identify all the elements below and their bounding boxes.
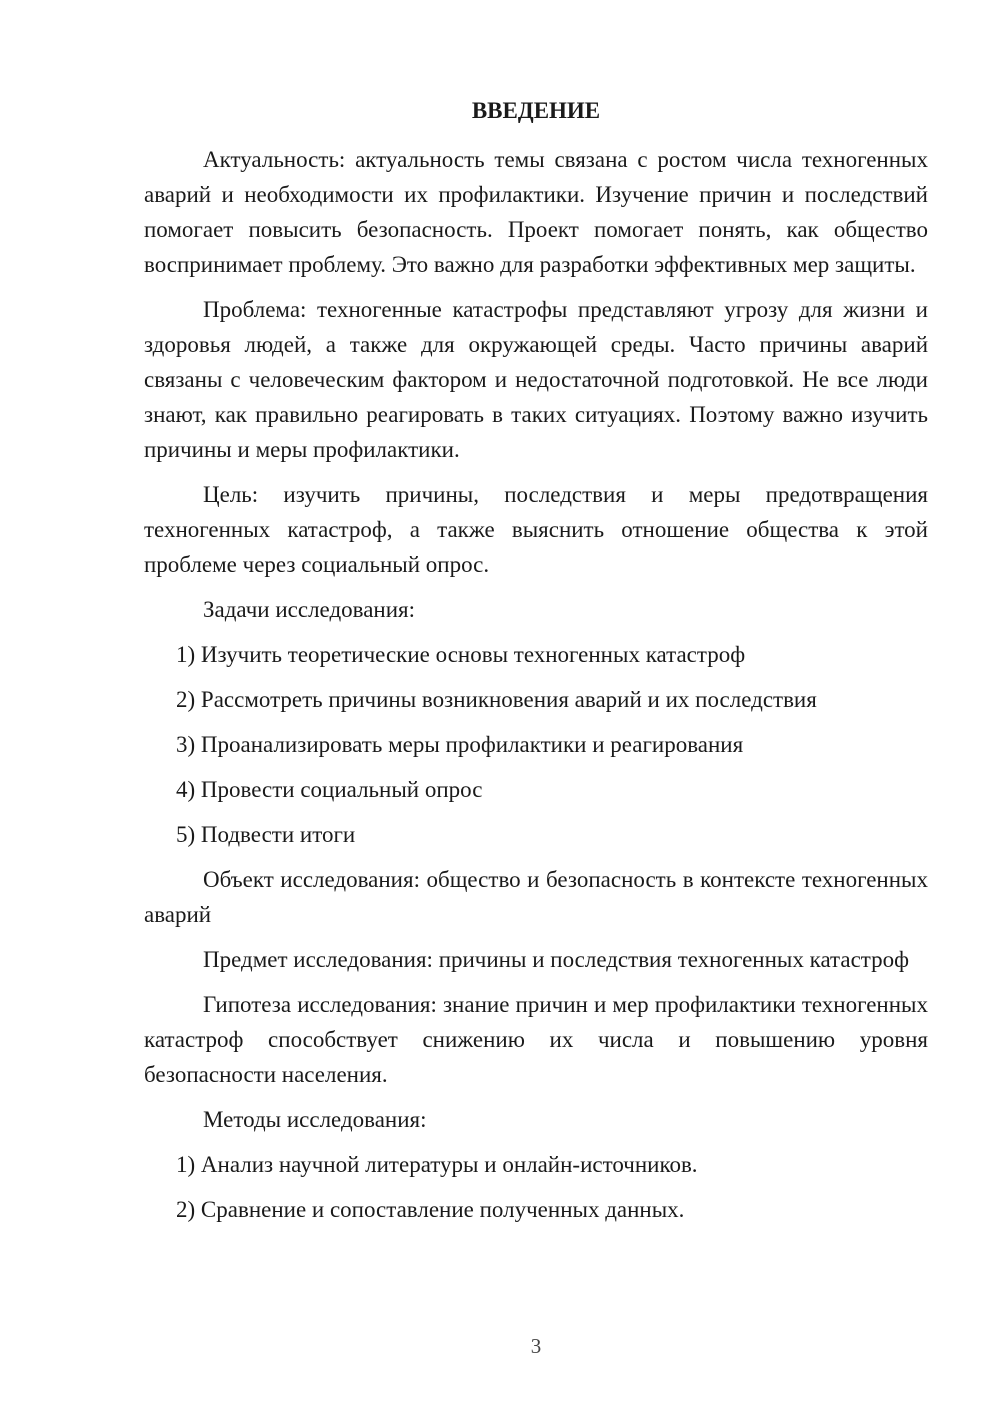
paragraph-object: Объект исследования: общество и безопасность в контексте техногенных аварий bbox=[144, 867, 928, 927]
page-title: ВВЕДЕНИЕ bbox=[471, 98, 601, 123]
tasks-title: Задачи исследования: bbox=[203, 597, 416, 622]
paragraph-relevance: Актуальность: актуальность темы связана с ростом числа техногенных аварий и необходимости их профилактики. Изучение причин и последствий помогает повысить безопасность. Проект помогает понять, как общество воспринимает проблему. Это важно для разработки эффективных мер защиты. bbox=[144, 147, 928, 277]
page-number: 3 bbox=[530, 1334, 542, 1358]
task-item-5: 5) Подвести итоги bbox=[176, 822, 356, 847]
method-item-1: 1) Анализ научной литературы и онлайн-источников. bbox=[176, 1152, 698, 1177]
task-item-3: 3) Проанализировать меры профилактики и реагирования bbox=[176, 732, 744, 757]
paragraph-subject: Предмет исследования: причины и последствия техногенных катастроф bbox=[203, 947, 910, 972]
paragraph-hypothesis: Гипотеза исследования: знание причин и мер профилактики техногенных катастроф способствует снижению их числа и повышению уровня безопасности населения. bbox=[144, 992, 928, 1087]
task-item-4: 4) Провести социальный опрос bbox=[176, 777, 483, 802]
methods-title: Методы исследования: bbox=[203, 1107, 427, 1132]
document-body bbox=[144, 142, 928, 1237]
task-item-1: 1) Изучить теоретические основы техногенных катастроф bbox=[176, 642, 746, 667]
task-item-2: 2) Рассмотреть причины возникновения аварий и их последствия bbox=[176, 687, 817, 712]
paragraph-goal: Цель: изучить причины, последствия и меры предотвращения техногенных катастроф, а также выяснить отношение общества к этой проблеме через социальный опрос. bbox=[144, 482, 928, 577]
method-item-2: 2) Сравнение и сопоставление полученных данных. bbox=[176, 1197, 685, 1222]
paragraph-problem: Проблема: техногенные катастрофы представляют угрозу для жизни и здоровья людей, а также для окружающей среды. Часто причины аварий связаны с человеческим фактором и недостаточной подготовкой. Не все люди знают, как правильно реагировать в таких ситуациях. Поэтому важно изучить причины и меры профилактики. bbox=[144, 297, 928, 462]
